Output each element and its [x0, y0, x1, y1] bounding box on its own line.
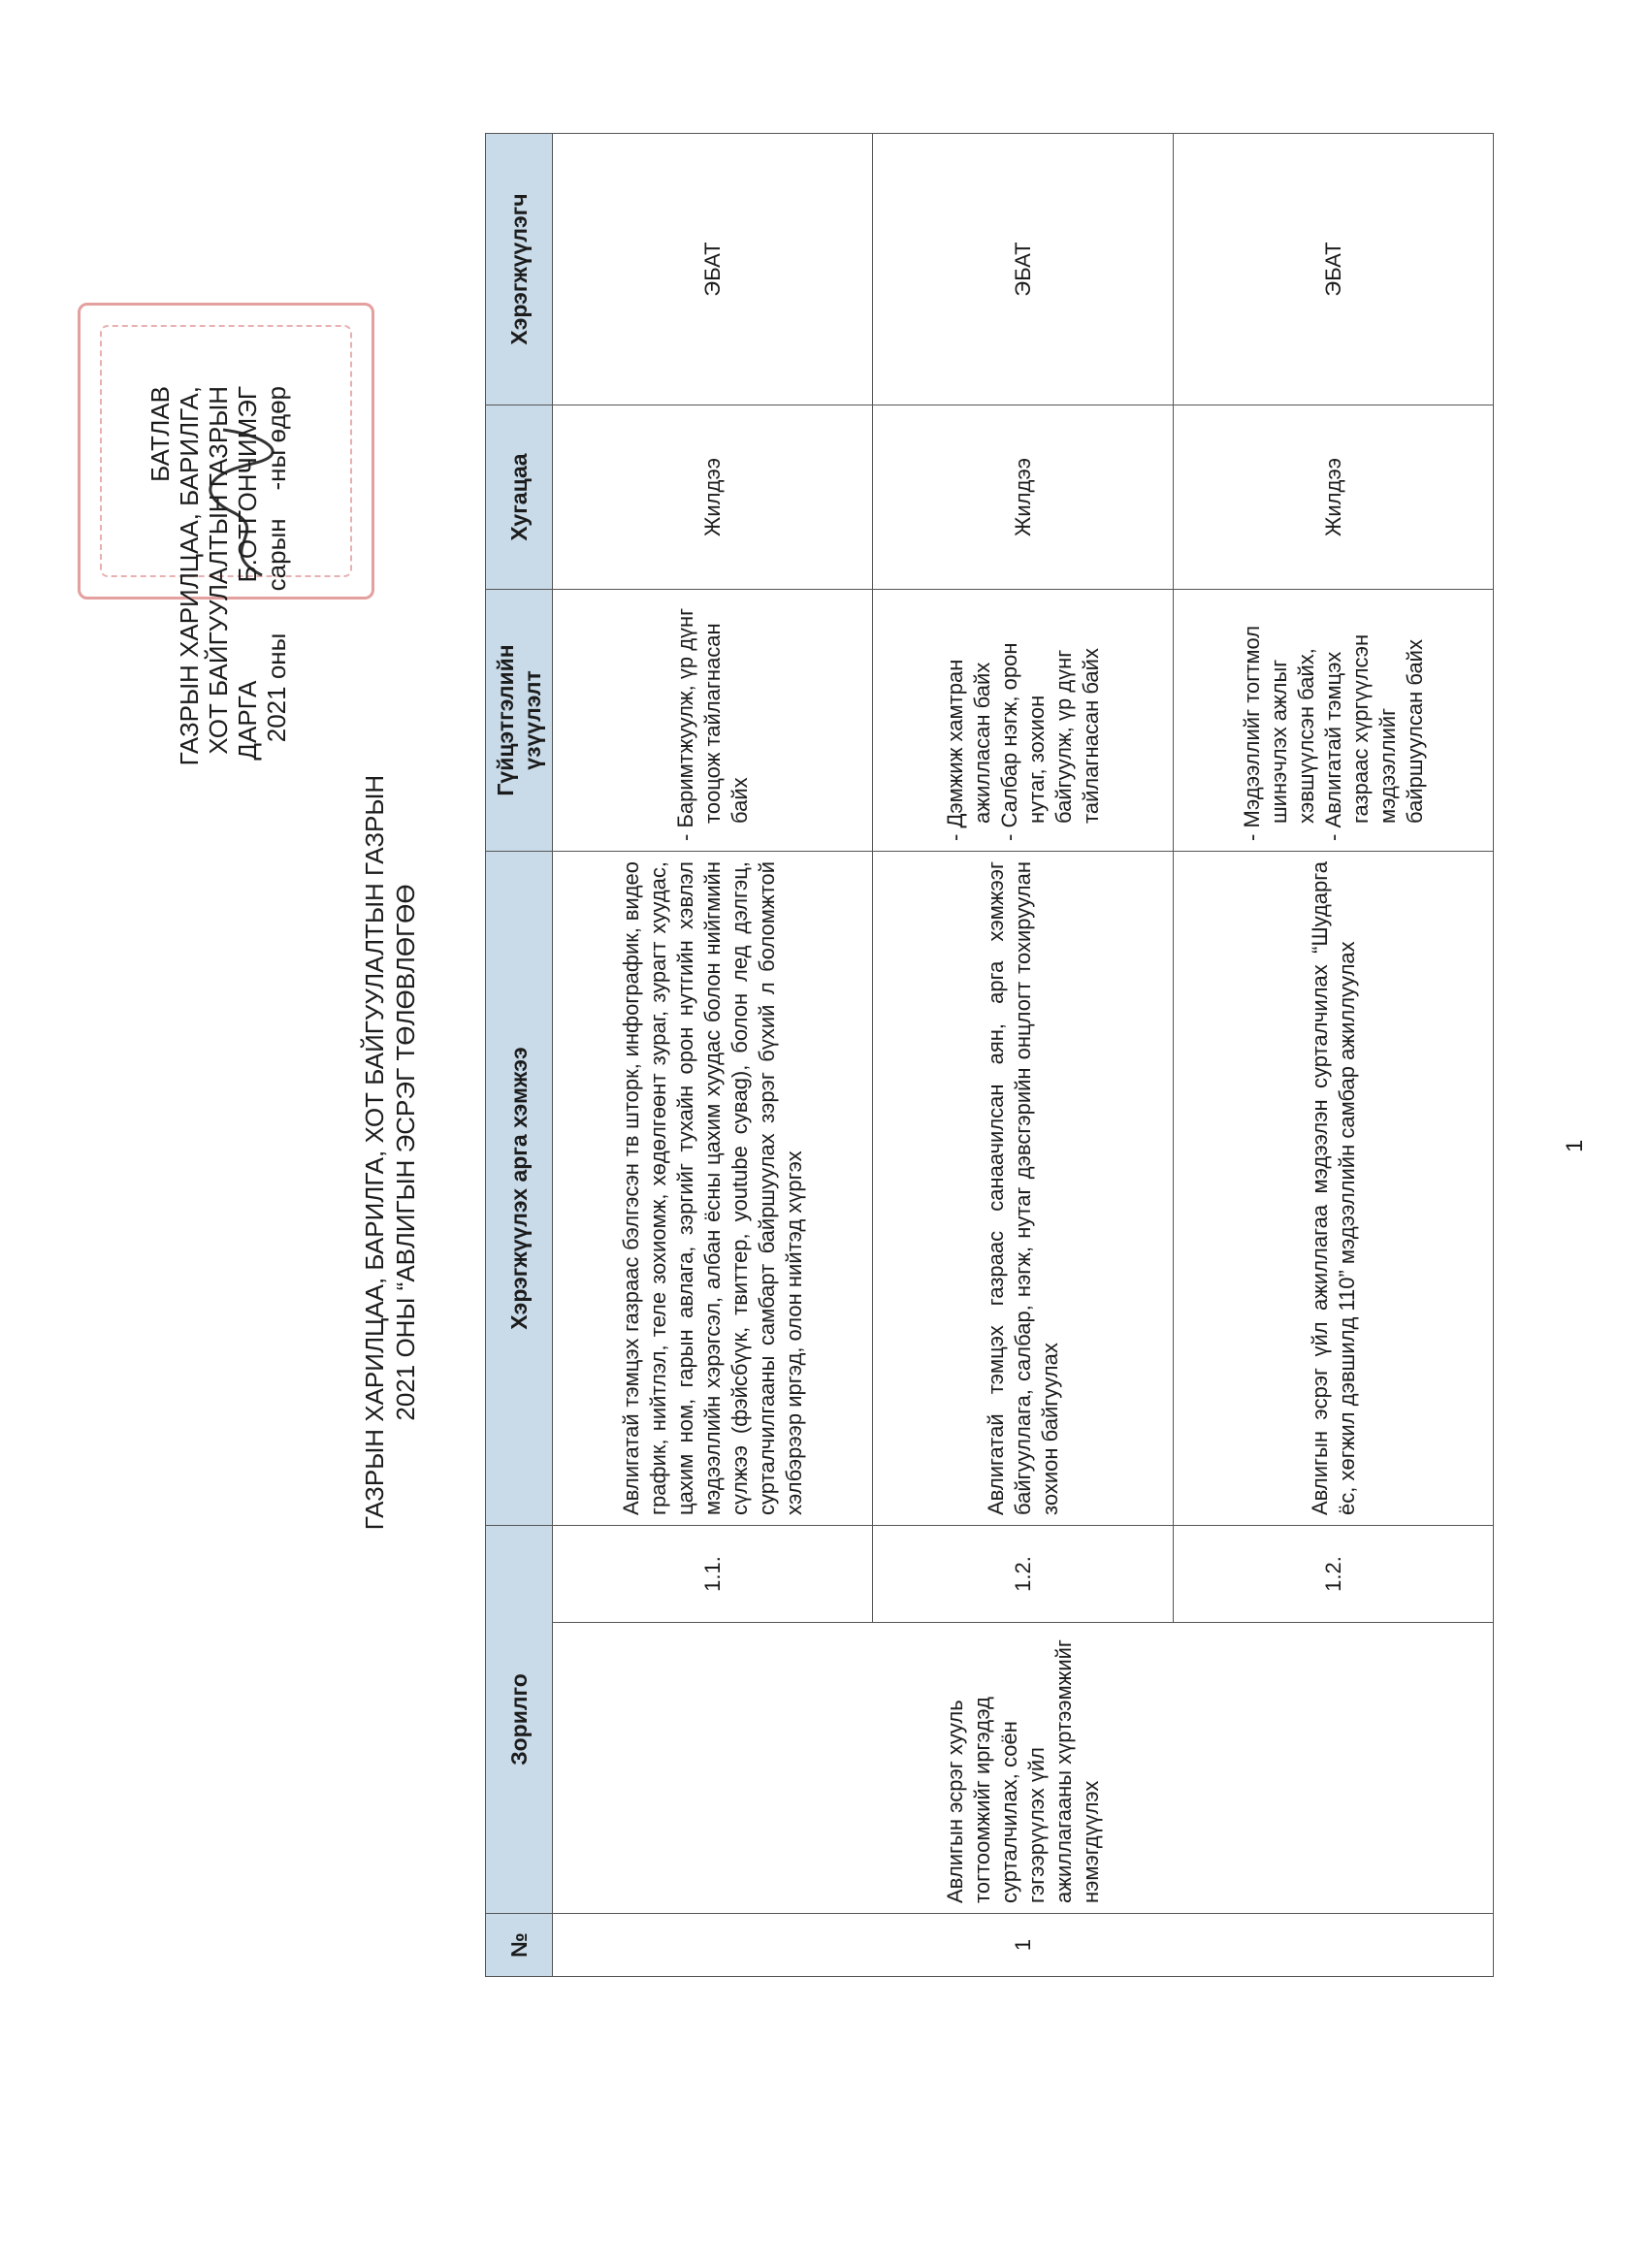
approval-line: ХОТ БАЙГУУЛАЛТЫН ГАЗРЫН [204, 386, 233, 755]
header-indicator: Гүйцэтгэлийн үзүүлэлт [486, 590, 553, 852]
measure-text: Авлигатай тэмцэх газраас санаачилсан аян, арга хэмжээг байгууллага, салбар, нэгж, нутаг дэвсгэрийн онцлогт тохируулан зохион байгуулах [873, 852, 1174, 1526]
indicator-item: - Салбар нэгж, орон нутаг, зохион байгуулж, үр дүнг тайлагнасан байх [996, 642, 1103, 841]
implementer-cell: ЭБАТ [553, 134, 873, 405]
indicator-cell [873, 590, 1174, 852]
row-number: 1.2. [1174, 1526, 1494, 1623]
title-line-1: ГАЗРЫН ХАРИЛЦАА, БАРИЛГА, ХОТ БАЙГУУЛАЛТЫН ГАЗРЫН [360, 774, 389, 1531]
row-number: 1.1. [553, 1526, 873, 1623]
anti-corruption-plan-table [485, 133, 1494, 1977]
approval-heading: БАТЛАВ [146, 386, 175, 482]
implementer-cell: ЭБАТ [873, 134, 1174, 405]
indicator-item: - Авлигатай тэмцэх газраас хүргүүлсэн мэдээллийг байршуулсан байх [1320, 633, 1427, 841]
goal-text: Авлигын эсрэг хууль тогтоомжийг иргэдэд сурталчилах, соён гэгээрүүлэх үйл ажиллагааны хүртээмжийг нэмэгдүүлэх [553, 1623, 1494, 1914]
title-line-2: 2021 ОНЫ “АВЛИГЫН ЭСРЭГ ТӨЛӨВЛӨГӨӨ [391, 884, 420, 1421]
implementer-cell: ЭБАТ [1174, 134, 1494, 405]
row-number: 1.2. [873, 1526, 1174, 1623]
header-implementer: Хэрэгжүүлэгч [486, 134, 553, 405]
indicator-cell [1174, 590, 1494, 852]
deadline-cell: Жилдээ [553, 405, 873, 590]
approval-line: ДАРГА Б.ОТГОНЧИМЭГ [233, 386, 262, 761]
indicator-item: - Баримтжуулж, үр дүнг тооцож тайлагнасан байх [672, 607, 752, 841]
header-measure: Хэрэгжүүлэх арга хэмжээ [486, 852, 553, 1526]
header-goal: Зорилго [486, 1526, 553, 1914]
table-row [553, 134, 873, 1977]
indicator-cell [553, 590, 873, 852]
goal-number: 1 [553, 1914, 1494, 1977]
approval-line: 2021 оны сарын -ны өдөр [262, 386, 291, 743]
measure-text: Авлигын эсрэг үйл ажиллагаа мэдээлэн сурталчилах “Шударга ёс, хөгжил дэвшилд 110” мэдээллийн самбар ажиллуулах [1174, 852, 1494, 1526]
approval-line: ГАЗРЫН ХАРИЛЦАА, БАРИЛГА, [175, 386, 204, 766]
approval-block [146, 386, 291, 929]
page-number: 1 [1562, 1139, 1588, 1152]
indicator-item: - Мэдээллийг тогтмол шинэчлэх ажлыг хэвшүүлсэн байх, [1239, 625, 1318, 841]
header-deadline: Хугацаа [486, 405, 553, 590]
document-title [359, 619, 421, 1686]
deadline-cell: Жилдээ [873, 405, 1174, 590]
header-no: № [486, 1914, 553, 1977]
indicator-item: - Дэмжиж хамтран ажилласан байх [942, 659, 994, 841]
deadline-cell: Жилдээ [1174, 405, 1494, 590]
measure-text: Авлигатай тэмцэх газраас бэлгэсэн тв шторк, инфографик, видео график, нийтлэл, теле зохиомж, хөдөлгөөнт зураг, зурагт хуудас, цахим ном, гарын авлага, зэргийг тухайн орон нутгийн хэвлэл мэдээллийн хэрэгсэл, албан ёсны цахим хуудас болон нийгмийн сүлжээ (фэйсбүүк, твиттер, youtube сувag), болон лед дэлгэц, сурталчилгааны самбарт байршуулах зэрэг бүхий л боломжтой хэлбэрээр иргэд, олон нийтэд хүргэх [553, 852, 873, 1526]
table-header-row [486, 134, 553, 1977]
